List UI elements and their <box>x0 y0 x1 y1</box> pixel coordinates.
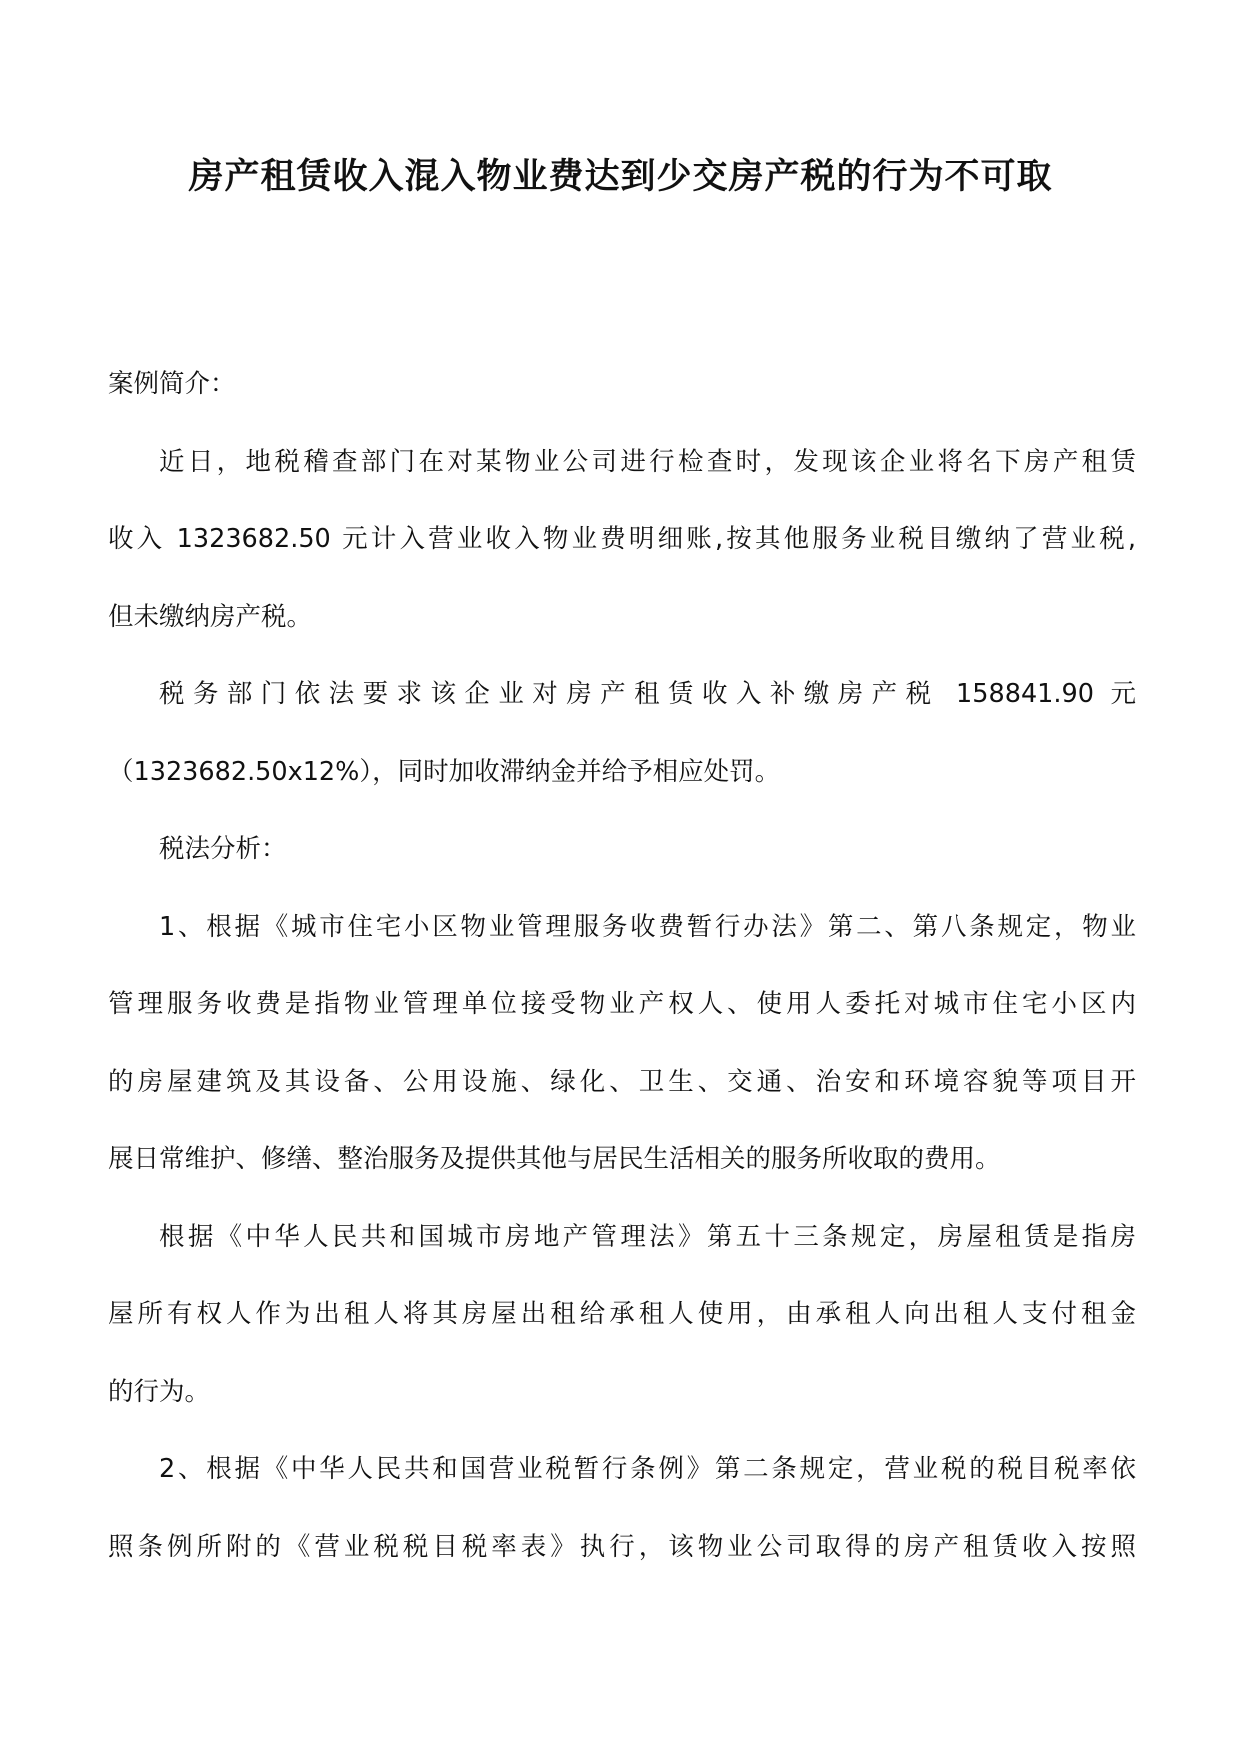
paragraph-line: 但未缴纳房产税。 <box>108 601 313 632</box>
paragraph-line: 的行为。 <box>108 1376 211 1407</box>
paragraph-line: 税务部门依法要求该企业对房产租赁收入补缴房产税 158841.90 元 <box>159 679 1136 709</box>
document-title: 房产租赁收入混入物业费达到少交房产税的行为不可取 <box>188 156 1053 197</box>
paragraph-line: （1323682.50x12%），同时加收滞纳金并给予相应处罚。 <box>108 756 781 787</box>
section-heading-analysis: 税法分析： <box>159 834 287 864</box>
paragraph-line: 管理服务收费是指物业管理单位接受物业产权人、使用人委托对城市住宅小区内 <box>108 989 1136 1019</box>
paragraph-line: 收入 1323682.50 元计入营业收入物业费明细账,按其他服务业税目缴纳了营业税, <box>108 524 1136 554</box>
paragraph-line: 根据《中华人民共和国城市房地产管理法》第五十三条规定，房屋租赁是指房 <box>159 1221 1136 1252</box>
paragraph-line: 屋所有权人作为出租人将其房屋出租给承租人使用，由承租人向出租人支付租金 <box>108 1299 1136 1329</box>
paragraph-line: 展日常维护、修缮、整治服务及提供其他与居民生活相关的服务所收取的费用。 <box>108 1144 1001 1174</box>
paragraph-line: 2、根据《中华人民共和国营业税暂行条例》第二条规定，营业税的税目税率依 <box>159 1454 1136 1484</box>
paragraph-line: 照条例所附的《营业税税目税率表》执行，该物业公司取得的房产租赁收入按照 <box>108 1531 1136 1562</box>
paragraph-line: 的房屋建筑及其设备、公用设施、绿化、卫生、交通、治安和环境容貌等项目开 <box>108 1066 1136 1097</box>
document-body <box>108 346 1136 1586</box>
section-heading-case: 案例简介： <box>108 369 236 399</box>
paragraph-line: 近日，地税稽查部门在对某物业公司进行检查时，发现该企业将名下房产租赁 <box>159 446 1136 477</box>
paragraph-line: 1、根据《城市住宅小区物业管理服务收费暂行办法》第二、第八条规定，物业 <box>159 911 1136 942</box>
